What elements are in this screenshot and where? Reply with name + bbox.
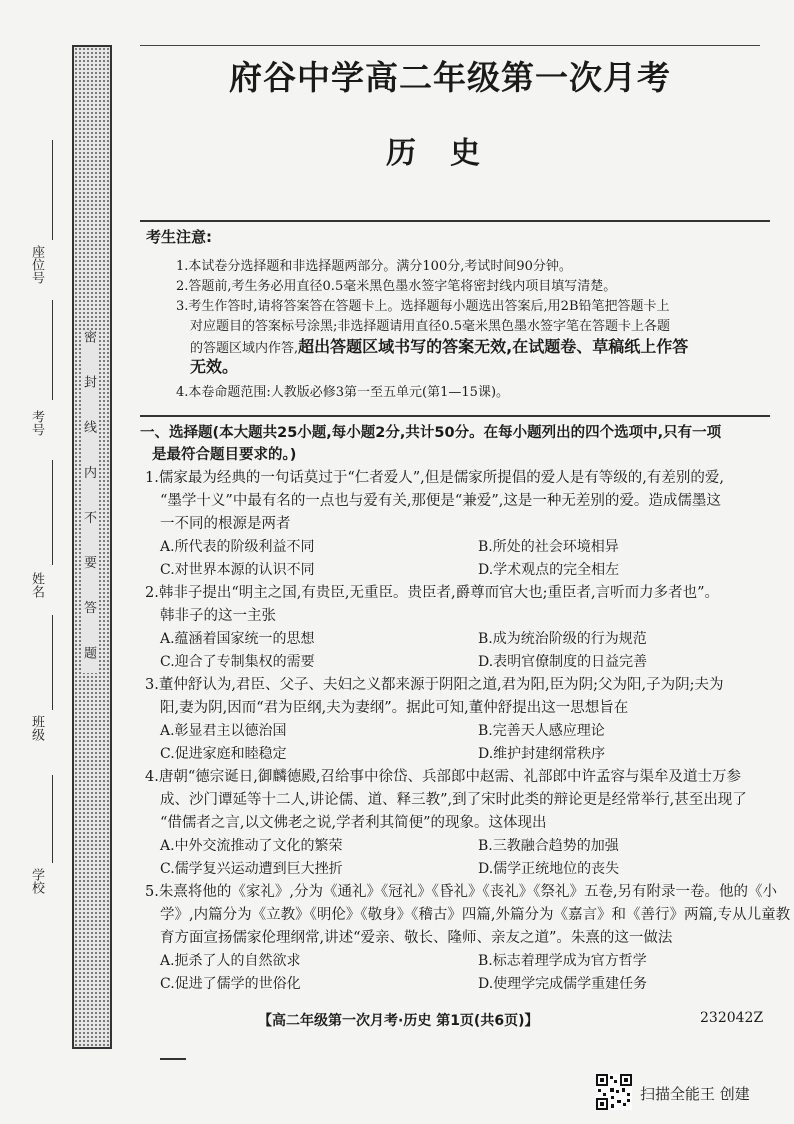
subject-title: 历史 bbox=[386, 136, 514, 171]
section-heading bbox=[140, 422, 770, 466]
section-heading-line: 一、选择题(本大题共25小题,每小题2分,共计50分。在每小题列出的四个选项中,只有一项 bbox=[140, 425, 722, 441]
exam-title: 府谷中学高二年级第一次月考 bbox=[229, 58, 671, 97]
paper-code: 232042Z bbox=[700, 1010, 764, 1026]
name-field-line bbox=[52, 460, 53, 565]
question-5-option-c[interactable]: C.促进了儒学的世俗化 bbox=[160, 976, 301, 992]
notice-item: 2.答题前,考生务必用直径0.5毫米黑色墨水签字笔将密封线内项目填写清楚。 bbox=[176, 279, 617, 294]
question-2-option-a[interactable]: A.蕴涵着国家统一的思想 bbox=[160, 631, 315, 647]
question-5-option-b[interactable]: B.标志着理学成为官方哲学 bbox=[478, 953, 647, 969]
notice-item-prefix bbox=[190, 337, 780, 359]
question-1-text: 一不同的根源是两者 bbox=[160, 516, 291, 532]
seal-line-text: 密 封 线 内 不 要 答 题 bbox=[81, 330, 96, 673]
question-1-option-b[interactable]: B.所处的社会环境相异 bbox=[478, 539, 619, 555]
page-footer: 【高二年级第一次月考·历史 第1页(共6页)】 bbox=[258, 1013, 539, 1029]
notice-item: 对应题目的答案标号涂黑;非选择题请用直径0.5毫米黑色墨水签字笔在答题卡上各题 bbox=[190, 319, 671, 334]
qr-code-icon bbox=[596, 1074, 632, 1110]
question-1-option-d[interactable]: D.学术观点的完全相左 bbox=[478, 562, 620, 578]
notice-item: 3.考生作答时,请将答案答在答题卡上。选择题每小题选出答案后,用2B铅笔把答题卡上 bbox=[176, 299, 670, 314]
school-field-line bbox=[52, 775, 53, 863]
question-4-option-d[interactable]: D.儒学正统地位的丧失 bbox=[478, 861, 620, 877]
name-field-label: 姓名 bbox=[29, 572, 44, 598]
scanner-watermark-label: 扫描全能王 创建 bbox=[640, 1085, 750, 1103]
question-4-option-b[interactable]: B.三教融合趋势的加强 bbox=[478, 838, 619, 854]
notice-item-bold-end: 无效。 bbox=[190, 357, 239, 376]
notice-item: 4.本卷命题范围:人教版必修3第一至五单元(第1—15课)。 bbox=[176, 385, 510, 400]
section-heading-line: 是最符合题目要求的。) bbox=[152, 447, 297, 463]
exam-number-field-line bbox=[52, 300, 53, 400]
divider bbox=[160, 1058, 186, 1060]
question-3-option-c[interactable]: C.促进家庭和睦稳定 bbox=[160, 746, 287, 762]
seat-field-line bbox=[52, 140, 53, 240]
question-4-text: 成、沙门谭延等十二人,讲论儒、道、释三教”,到了宋时此类的辩论更是经常举行,甚至出现了 bbox=[160, 792, 747, 808]
question-3-option-b[interactable]: B.完善天人感应理论 bbox=[478, 723, 605, 739]
question-1-option-c[interactable]: C.对世界本源的认识不同 bbox=[160, 562, 315, 578]
question-2-text: 2.韩非子提出“明主之国,有贵臣,无重臣。贵臣者,爵尊而官大也;重臣者,言听而力多者也”。 bbox=[145, 585, 719, 601]
exam-number-field-label: 考号 bbox=[29, 410, 44, 436]
question-5-option-d[interactable]: D.使理学完成儒学重建任务 bbox=[478, 976, 648, 992]
question-1-text: “墨学十义”中最有名的一点也与爱有关,那便是“兼爱”,这是一种无差别的爱。造成儒墨这 bbox=[160, 493, 721, 509]
question-5-text: 育方面宣扬儒家伦理纲常,讲述“爱亲、敬长、隆师、亲友之道”。朱熹的这一做法 bbox=[160, 930, 673, 946]
notice-item-plain: 的答题区域内作答, bbox=[190, 341, 299, 356]
class-field-label: 班级 bbox=[29, 715, 44, 741]
question-3-text: 3.董仲舒认为,君臣、父子、夫妇之义都来源于阴阳之道,君为阳,臣为阴;父为阳,子为阴;夫为 bbox=[145, 677, 724, 693]
question-2-text: 韩非子的这一主张 bbox=[160, 608, 276, 624]
question-1-option-a[interactable]: A.所代表的阶级利益不同 bbox=[160, 539, 315, 555]
notice-item-bold: 超出答题区域书写的答案无效,在试题卷、草稿纸上作答 bbox=[298, 337, 689, 356]
school-field-label: 学校 bbox=[29, 868, 44, 894]
question-1-text: 1.儒家最为经典的一句话莫过于“仁者爱人”,但是儒家所提倡的爱人是有等级的,有差别的爱, bbox=[145, 470, 724, 486]
question-4-option-c[interactable]: C.儒学复兴运动遭到巨大挫折 bbox=[160, 861, 343, 877]
question-5-text: 学》,内篇分为《立教》《明伦》《敬身》《稽古》四篇,外篇分为《嘉言》和《善行》两篇,专从儿童教 bbox=[160, 907, 791, 923]
question-3-option-d[interactable]: D.维护封建纲常秩序 bbox=[478, 746, 606, 762]
question-4-option-a[interactable]: A.中外交流推动了文化的繁荣 bbox=[160, 838, 343, 854]
question-2-option-d[interactable]: D.表明官僚制度的日益完善 bbox=[478, 654, 648, 670]
question-3-text: 阳,妻为阴,因而“君为臣纲,夫为妻纲”。据此可知,董仲舒提出这一思想旨在 bbox=[160, 700, 629, 716]
question-2-option-c[interactable]: C.迎合了专制集权的需要 bbox=[160, 654, 315, 670]
seat-field-label: 座位号 bbox=[29, 245, 44, 284]
question-2-option-b[interactable]: B.成为统治阶级的行为规范 bbox=[478, 631, 647, 647]
question-3-option-a[interactable]: A.彰显君主以德治国 bbox=[160, 723, 287, 739]
question-5-option-a[interactable]: A.扼杀了人的自然欲求 bbox=[160, 953, 301, 969]
question-4-text: “借儒者之言,以文佛老之说,学者利其简便”的现象。这体现出 bbox=[160, 815, 547, 831]
question-4-text: 4.唐朝“德宗诞日,御麟德殿,召给事中徐岱、兵部郎中赵需、礼部郎中许孟容与渠牟及道士万参 bbox=[145, 769, 741, 785]
class-field-line bbox=[52, 615, 53, 710]
question-5-text: 5.朱熹将他的《家礼》,分为《通礼》《冠礼》《昏礼》《丧礼》《祭礼》五卷,另有附录一卷。他的《小 bbox=[145, 884, 778, 900]
notice-item: 1.本试卷分选择题和非选择题两部分。满分100分,考试时间90分钟。 bbox=[176, 259, 572, 274]
notice-title: 考生注意: bbox=[146, 228, 212, 246]
